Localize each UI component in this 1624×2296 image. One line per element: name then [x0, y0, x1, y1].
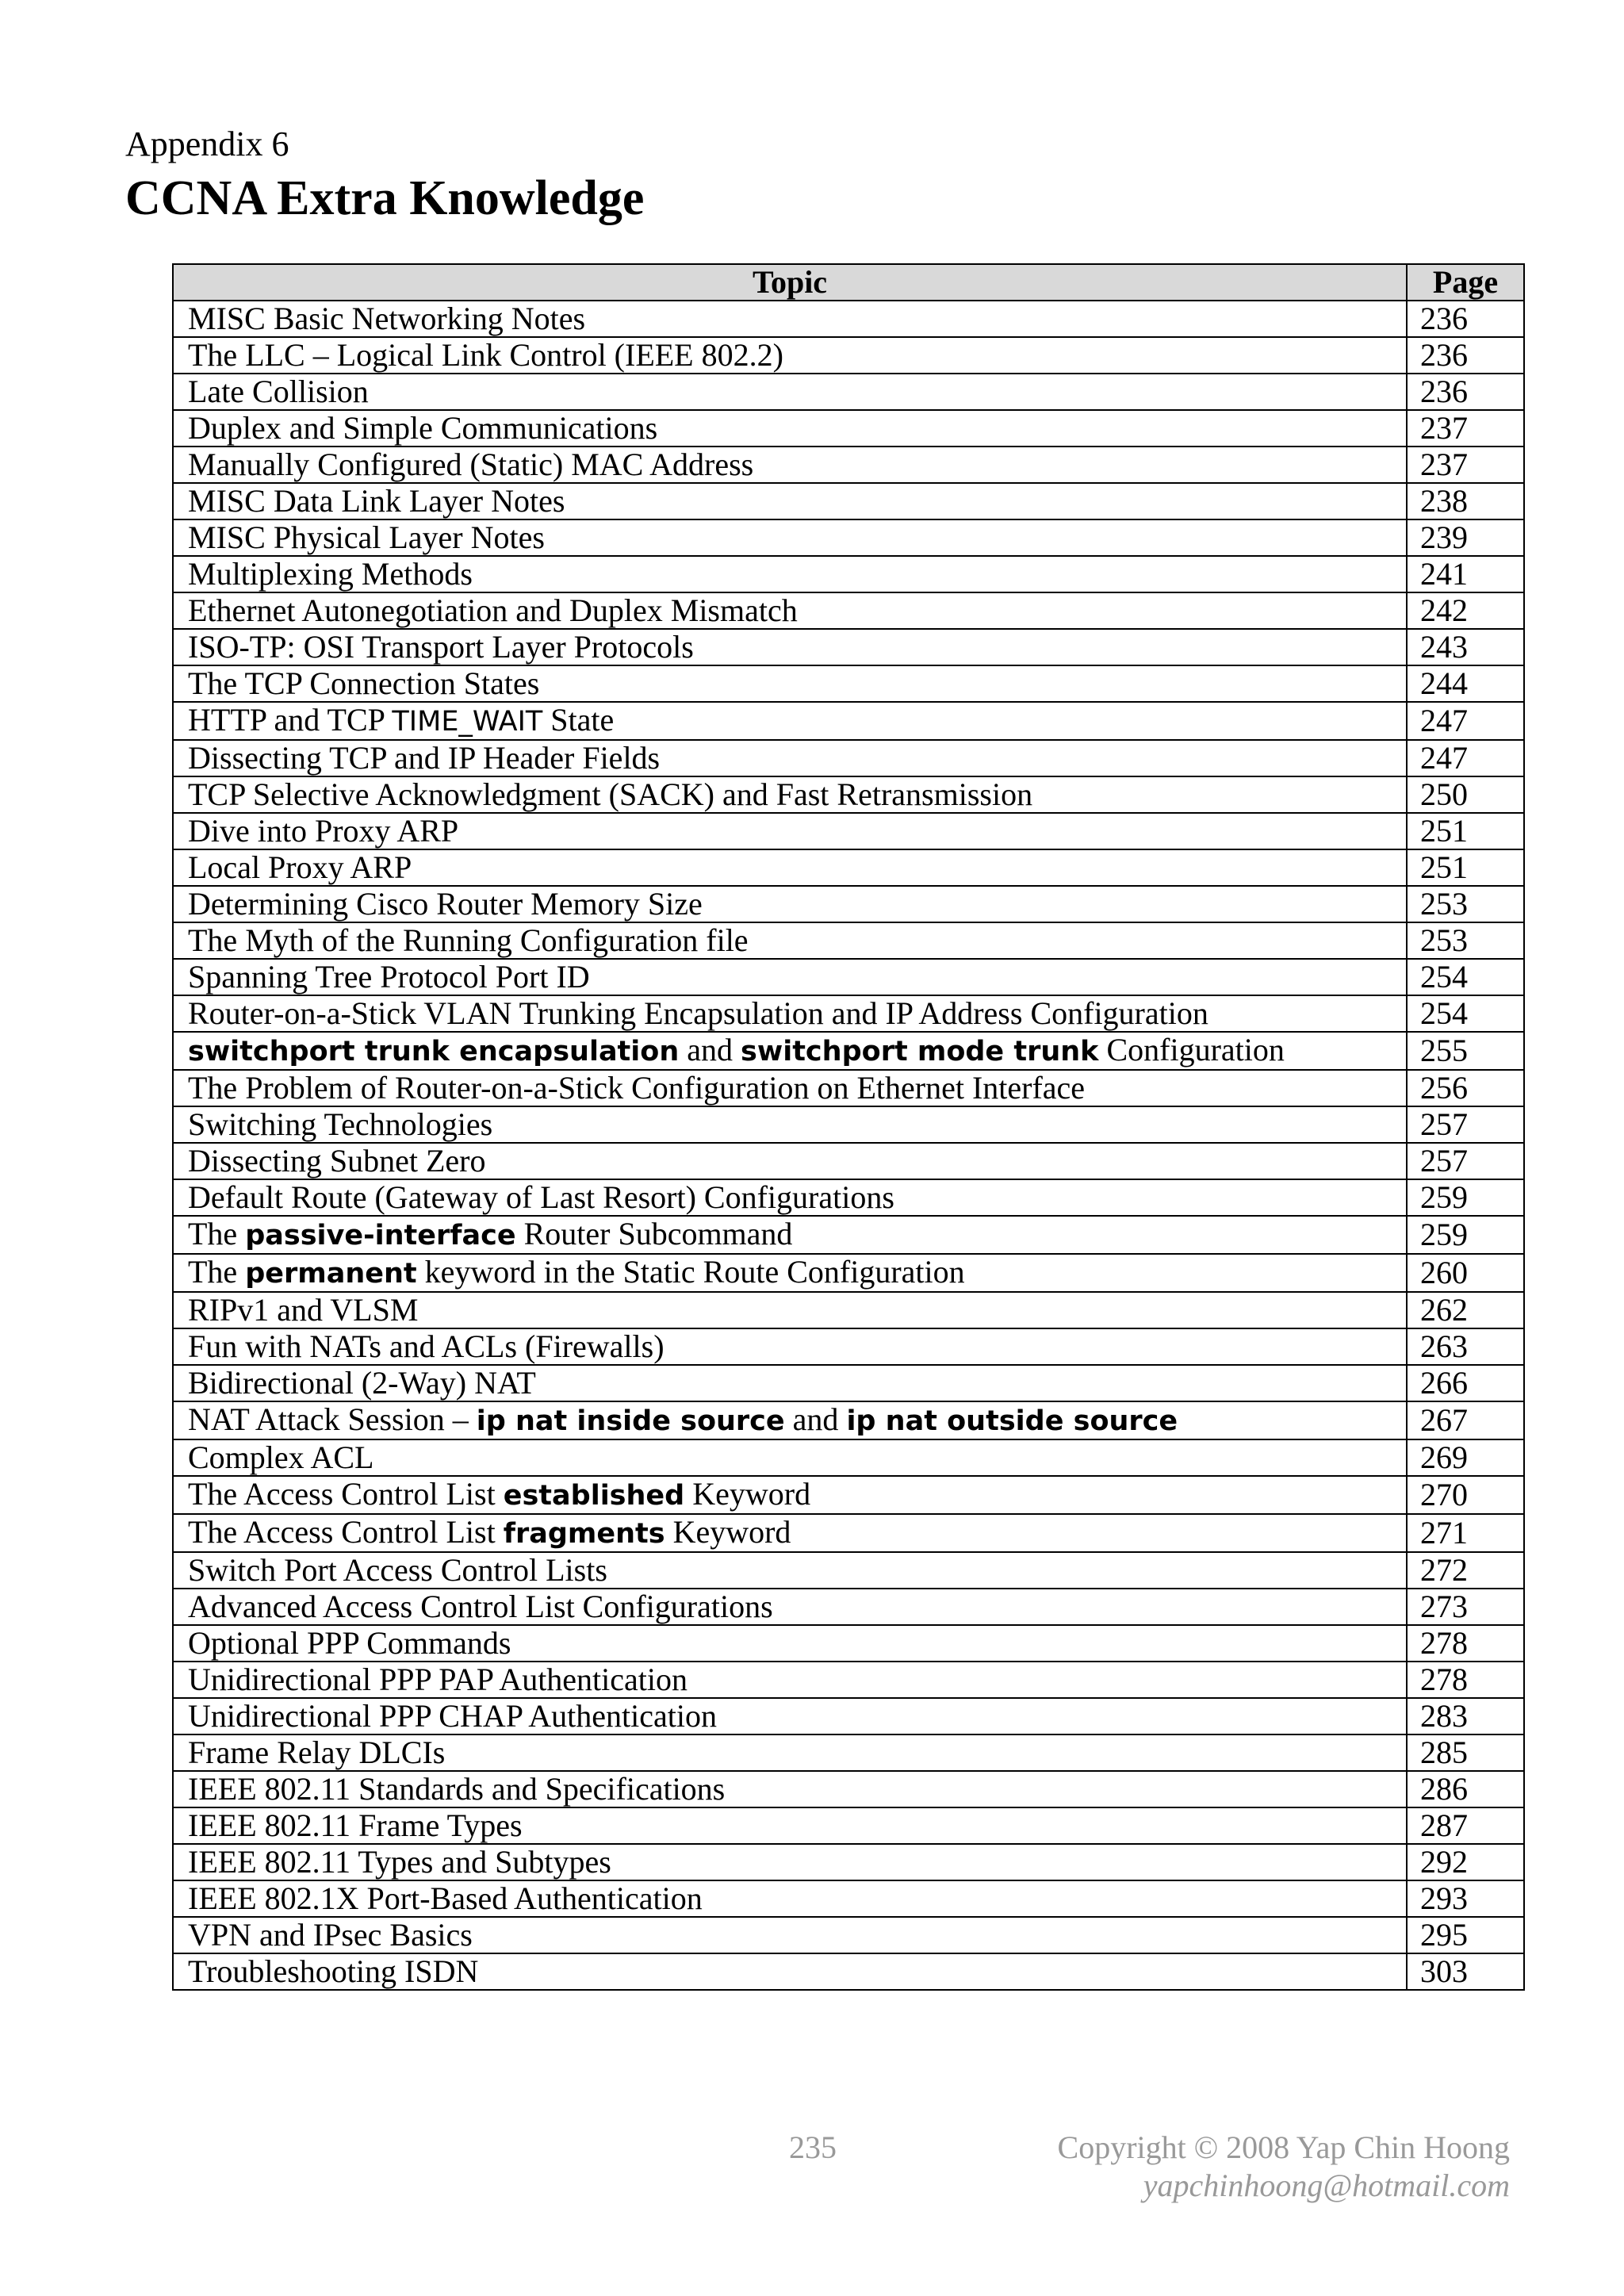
topic-text: MISC Data Link Layer Notes [188, 483, 565, 519]
page-cell: 262 [1407, 1292, 1524, 1328]
topic-cell [173, 1143, 1407, 1179]
topic-text: Dive into Proxy ARP [188, 813, 459, 849]
command-text: fragments [503, 1518, 665, 1550]
topic-cell [173, 1807, 1407, 1844]
topic-text: Determining Cisco Router Memory Size [188, 886, 703, 922]
table-row [173, 1807, 1524, 1844]
page-number: 235 [789, 2129, 837, 2165]
topic-cell [173, 1662, 1407, 1698]
page-cell: 271 [1407, 1514, 1524, 1552]
command-text: established [503, 1480, 685, 1512]
page-cell: 237 [1407, 410, 1524, 447]
page-cell: 250 [1407, 776, 1524, 813]
page-cell: 270 [1407, 1476, 1524, 1514]
topic-text: Unidirectional PPP PAP Authentication [188, 1662, 688, 1697]
table-row [173, 1179, 1524, 1216]
page-cell: 257 [1407, 1106, 1524, 1143]
topic-text: The LLC – Logical Link Control (IEEE 802.2) [188, 337, 783, 373]
page-cell: 263 [1407, 1328, 1524, 1365]
topic-cell [173, 1439, 1407, 1476]
topic-text: IEEE 802.11 Standards and Specifications [188, 1771, 726, 1807]
table-row [173, 959, 1524, 995]
table-row [173, 301, 1524, 337]
page-cell: 266 [1407, 1365, 1524, 1401]
table-row [173, 519, 1524, 556]
topic-text: The Access Control List [188, 1476, 504, 1512]
topic-cell [173, 1401, 1407, 1439]
table-row [173, 922, 1524, 959]
topic-cell [173, 1589, 1407, 1625]
topic-cell [173, 702, 1407, 740]
table-body [173, 301, 1524, 1990]
table-row [173, 1439, 1524, 1476]
page-cell: 278 [1407, 1625, 1524, 1662]
topic-text: Keyword [665, 1514, 791, 1550]
topic-cell [173, 665, 1407, 702]
topic-text: IEEE 802.11 Types and Subtypes [188, 1844, 611, 1880]
table-row [173, 702, 1524, 740]
topic-text: RIPv1 and VLSM [188, 1292, 419, 1328]
topic-cell [173, 1476, 1407, 1514]
table-row [173, 776, 1524, 813]
topic-text: IEEE 802.1X Port-Based Authentication [188, 1880, 703, 1916]
topic-text: Optional PPP Commands [188, 1625, 511, 1661]
topic-text: VPN and IPsec Basics [188, 1917, 473, 1953]
topic-text: ISO-TP: OSI Transport Layer Protocols [188, 629, 694, 665]
topic-cell [173, 483, 1407, 519]
table-row [173, 1625, 1524, 1662]
topic-cell [173, 1552, 1407, 1589]
topic-cell [173, 1032, 1407, 1070]
topic-text: The TCP Connection States [188, 665, 540, 701]
table-row [173, 813, 1524, 849]
page-cell: 259 [1407, 1216, 1524, 1254]
page-cell: 243 [1407, 629, 1524, 665]
topic-cell [173, 1514, 1407, 1552]
topic-text: Unidirectional PPP CHAP Authentication [188, 1698, 718, 1734]
topic-cell [173, 1292, 1407, 1328]
table-row [173, 410, 1524, 447]
topic-text: Bidirectional (2-Way) NAT [188, 1365, 536, 1401]
topic-cell [173, 886, 1407, 922]
topic-cell [173, 1365, 1407, 1401]
table-row [173, 1328, 1524, 1365]
topic-cell [173, 556, 1407, 592]
topic-cell [173, 337, 1407, 374]
page-cell: 247 [1407, 702, 1524, 740]
page-cell: 256 [1407, 1070, 1524, 1106]
topic-text: Multiplexing Methods [188, 556, 473, 592]
command-text: passive-interface [245, 1220, 516, 1251]
page-cell: 254 [1407, 995, 1524, 1032]
topic-cell [173, 519, 1407, 556]
table-row [173, 1953, 1524, 1990]
topic-cell [173, 1771, 1407, 1807]
table-row [173, 374, 1524, 410]
table-row [173, 1143, 1524, 1179]
topic-text: Frame Relay DLCIs [188, 1734, 446, 1770]
table-row [173, 1844, 1524, 1880]
topic-text: Ethernet Autonegotiation and Duplex Mismatch [188, 592, 798, 628]
topic-text: The Myth of the Running Configuration file [188, 922, 749, 958]
topic-text: MISC Basic Networking Notes [188, 301, 586, 336]
table-row [173, 740, 1524, 776]
page-cell: 238 [1407, 483, 1524, 519]
page-cell: 273 [1407, 1589, 1524, 1625]
command-text: permanent [245, 1258, 417, 1290]
topic-text: Manually Configured (Static) MAC Address [188, 447, 754, 482]
topic-text: Configuration [1098, 1032, 1285, 1068]
topic-cell [173, 1698, 1407, 1734]
page-title: CCNA Extra Knowledge [125, 171, 645, 225]
table-row [173, 1401, 1524, 1439]
table-row [173, 1698, 1524, 1734]
table-row [173, 1917, 1524, 1953]
page-cell: 236 [1407, 337, 1524, 374]
table-row [173, 1771, 1524, 1807]
topic-text: The Access Control List [188, 1514, 504, 1550]
page-cell: 283 [1407, 1698, 1524, 1734]
topic-text: The Problem of Router-on-a-Stick Configuration on Ethernet Interface [188, 1070, 1086, 1106]
page-cell: 241 [1407, 556, 1524, 592]
topic-cell [173, 1734, 1407, 1771]
page-cell: 247 [1407, 740, 1524, 776]
table-row [173, 1365, 1524, 1401]
page-cell: 278 [1407, 1662, 1524, 1698]
table-header-row [173, 264, 1524, 301]
topic-text: Duplex and Simple Communications [188, 410, 658, 446]
topic-cell [173, 1216, 1407, 1254]
code-text: TIME_WAIT [392, 706, 543, 738]
topic-cell [173, 740, 1407, 776]
topic-text: Keyword [684, 1476, 811, 1512]
table-row [173, 1476, 1524, 1514]
page-cell: 272 [1407, 1552, 1524, 1589]
page-cell: 237 [1407, 447, 1524, 483]
topic-text: and [679, 1032, 741, 1068]
table-row [173, 1032, 1524, 1070]
page-cell: 251 [1407, 849, 1524, 886]
topic-text: Troubleshooting ISDN [188, 1953, 479, 1989]
page-cell: 292 [1407, 1844, 1524, 1880]
topic-cell [173, 922, 1407, 959]
page-cell: 259 [1407, 1179, 1524, 1216]
topic-cell [173, 1625, 1407, 1662]
topic-text: The [188, 1254, 246, 1290]
table-row [173, 483, 1524, 519]
page-cell: 257 [1407, 1143, 1524, 1179]
topic-text: Router Subcommand [515, 1216, 793, 1251]
page-cell: 255 [1407, 1032, 1524, 1070]
topic-cell [173, 995, 1407, 1032]
table-row [173, 1292, 1524, 1328]
page-cell: 303 [1407, 1953, 1524, 1990]
topic-text: keyword in the Static Route Configuration [416, 1254, 965, 1290]
table-row [173, 1254, 1524, 1292]
topic-cell [173, 959, 1407, 995]
topic-text: Spanning Tree Protocol Port ID [188, 959, 590, 995]
page-cell: 251 [1407, 813, 1524, 849]
topic-text: NAT Attack Session – [188, 1401, 477, 1437]
page-cell: 287 [1407, 1807, 1524, 1844]
topic-text: IEEE 802.11 Frame Types [188, 1807, 523, 1843]
topic-cell [173, 1844, 1407, 1880]
page-cell: 293 [1407, 1880, 1524, 1917]
copyright-notice: Copyright © 2008 Yap Chin Hoong [1057, 2129, 1510, 2165]
page-cell: 254 [1407, 959, 1524, 995]
topic-text: Dissecting TCP and IP Header Fields [188, 740, 661, 776]
table-row [173, 337, 1524, 374]
page-cell: 269 [1407, 1439, 1524, 1476]
topic-text: Fun with NATs and ACLs (Firewalls) [188, 1328, 665, 1364]
page-cell: 236 [1407, 374, 1524, 410]
topic-text: Advanced Access Control List Configurations [188, 1589, 773, 1624]
topic-cell [173, 592, 1407, 629]
table-row [173, 1514, 1524, 1552]
page-cell: 295 [1407, 1917, 1524, 1953]
table-row [173, 592, 1524, 629]
table-row [173, 1880, 1524, 1917]
command-text: switchport trunk encapsulation [188, 1036, 680, 1068]
table-row [173, 849, 1524, 886]
table-row [173, 1106, 1524, 1143]
topic-cell [173, 374, 1407, 410]
table-row [173, 886, 1524, 922]
topic-cell [173, 776, 1407, 813]
topic-text: HTTP and TCP [188, 702, 393, 738]
page-cell: 253 [1407, 886, 1524, 922]
page-cell: 260 [1407, 1254, 1524, 1292]
topic-cell [173, 813, 1407, 849]
topic-cell [173, 1328, 1407, 1365]
topic-cell [173, 1179, 1407, 1216]
topic-cell [173, 1106, 1407, 1143]
topic-text: Switch Port Access Control Lists [188, 1552, 607, 1588]
topic-text: State [542, 702, 615, 738]
page-cell: 285 [1407, 1734, 1524, 1771]
topic-cell [173, 1880, 1407, 1917]
topic-cell [173, 629, 1407, 665]
page-cell: 253 [1407, 922, 1524, 959]
table-row [173, 665, 1524, 702]
command-text: ip nat inside source [476, 1405, 785, 1437]
topic-cell [173, 1070, 1407, 1106]
topic-text: Late Collision [188, 374, 369, 409]
page-cell: 244 [1407, 665, 1524, 702]
topic-text: Switching Technologies [188, 1106, 493, 1142]
table-row [173, 1216, 1524, 1254]
topic-text: Local Proxy ARP [188, 849, 412, 885]
page-cell: 267 [1407, 1401, 1524, 1439]
topic-cell [173, 1953, 1407, 1990]
table-row [173, 447, 1524, 483]
page-cell: 242 [1407, 592, 1524, 629]
topic-text: The [188, 1216, 246, 1251]
table-row [173, 1734, 1524, 1771]
table-row [173, 1552, 1524, 1589]
table-row [173, 1662, 1524, 1698]
page-cell: 286 [1407, 1771, 1524, 1807]
topic-column-header: Topic [173, 264, 1407, 301]
topic-text: Router-on-a-Stick VLAN Trunking Encapsulation and IP Address Configuration [188, 995, 1208, 1031]
topic-text: and [784, 1401, 847, 1437]
topic-cell [173, 301, 1407, 337]
topic-text: Default Route (Gateway of Last Resort) Configurations [188, 1179, 894, 1215]
topics-table [172, 263, 1525, 1991]
topic-cell [173, 447, 1407, 483]
topic-text: TCP Selective Acknowledgment (SACK) and Fast Retransmission [188, 776, 1033, 812]
table-row [173, 629, 1524, 665]
table-row [173, 995, 1524, 1032]
page-cell: 236 [1407, 301, 1524, 337]
command-text: ip nat outside source [846, 1405, 1178, 1437]
topic-cell [173, 410, 1407, 447]
topic-cell [173, 1254, 1407, 1292]
appendix-label: Appendix 6 [125, 125, 289, 163]
author-email: yapchinhoong@hotmail.com [1143, 2168, 1510, 2203]
topic-text: Dissecting Subnet Zero [188, 1143, 486, 1179]
topic-cell [173, 849, 1407, 886]
page-cell: 239 [1407, 519, 1524, 556]
table-row [173, 1070, 1524, 1106]
topic-cell [173, 1917, 1407, 1953]
table-row [173, 1589, 1524, 1625]
topic-text: Complex ACL [188, 1439, 374, 1475]
table-row [173, 556, 1524, 592]
page-column-header: Page [1407, 264, 1524, 301]
topic-text: MISC Physical Layer Notes [188, 519, 545, 555]
command-text: switchport mode trunk [741, 1036, 1099, 1068]
